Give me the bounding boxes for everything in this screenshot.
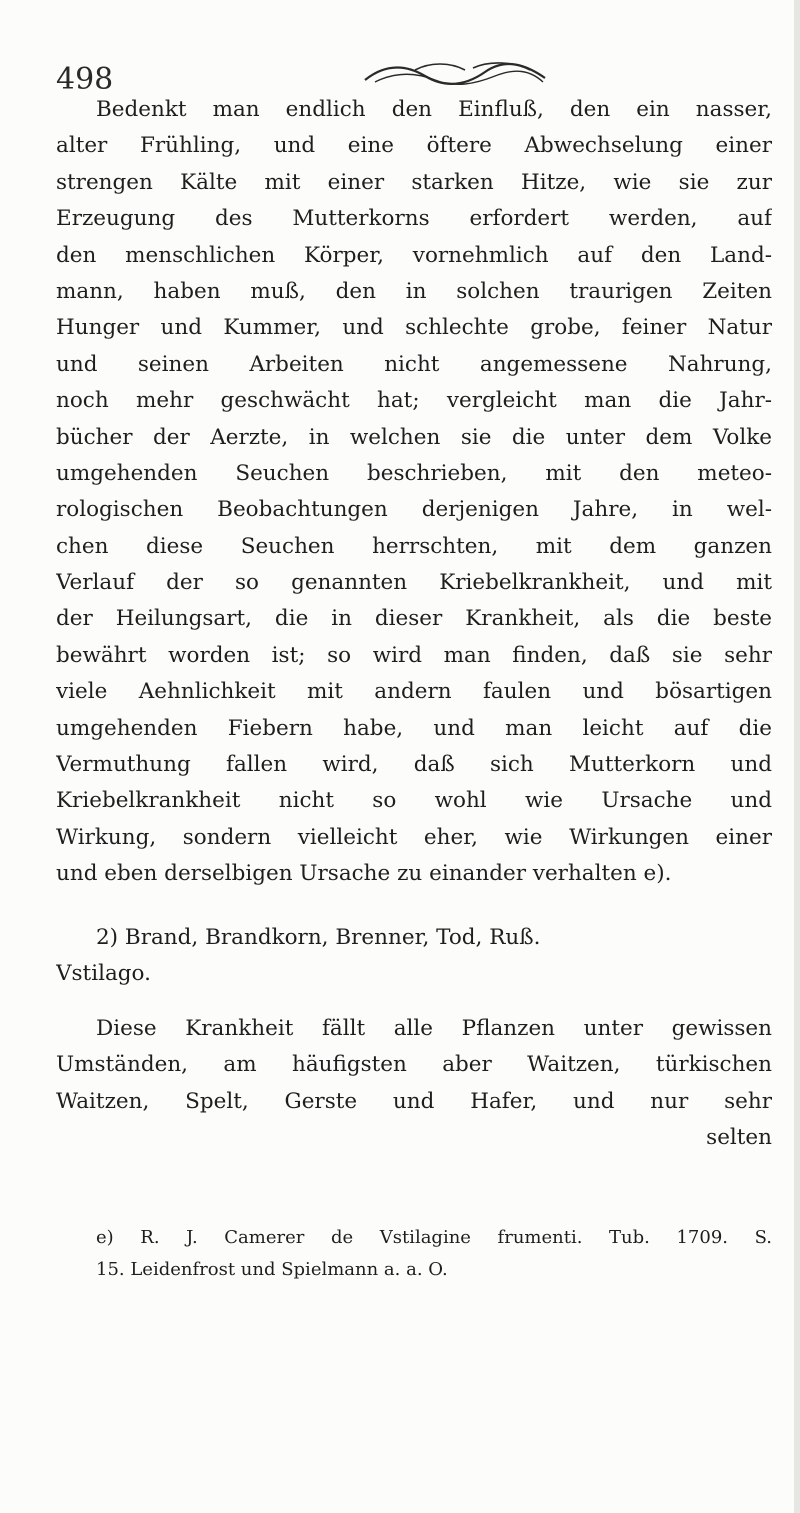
main-paragraph (56, 92, 772, 893)
footnote (56, 1222, 772, 1286)
text-line: den menschlichen Körper, vornehmlich auf den Land- (56, 242, 772, 268)
text-line: Vermuthung fallen wird, daß sich Mutterkorn und (56, 752, 772, 778)
text-line: und eben derselbigen Ursache zu einander verhalten e). (56, 861, 672, 887)
catchword: selten (706, 1124, 772, 1150)
text-line: bewährt worden ist; so wird man finden, daß sie sehr (56, 642, 772, 668)
section-latin-name: Vstilago. (56, 961, 151, 987)
text-line: alter Frühling, und eine öftere Abwechselung einer (56, 133, 772, 159)
text-line: strengen Kälte mit einer starken Hitze, wie sie zur (56, 169, 772, 195)
text-line: der Heilungsart, die in dieser Krankheit, als die beste (56, 606, 772, 632)
text-line: und seinen Arbeiten nicht angemessene Nahrung, (56, 351, 772, 377)
text-line: Umständen, am häufigsten aber Waitzen, türkischen (56, 1052, 772, 1078)
text-line: Bedenkt man endlich den Einfluß, den ein nasser, (96, 97, 772, 122)
text-line: umgehenden Seuchen beschrieben, mit den meteo- (56, 460, 772, 486)
text-line: Diese Krankheit fällt alle Pflanzen unter gewissen (96, 1015, 772, 1041)
footnote-line: e) R. J. Camerer de Vstilagine frumenti. Tub. 1709. S. (96, 1227, 772, 1248)
text-line: Waitzen, Spelt, Gerste und Hafer, und nur sehr (56, 1088, 772, 1114)
section-2 (56, 920, 772, 1156)
text-line: Verlauf der so genannten Kriebelkrankheit, und mit (56, 570, 772, 596)
header-ornament-icon (355, 60, 555, 88)
text-line: noch mehr geschwächt hat; vergleicht man die Jahr- (56, 388, 772, 414)
text-line: Wirkung, sondern vielleicht eher, wie Wirkungen einer (56, 824, 772, 850)
text-line: Erzeugung des Mutterkorns erfordert werden, auf (56, 206, 772, 232)
text-line: bücher der Aerzte, in welchen sie die unter dem Volke (56, 424, 772, 450)
text-line: rologischen Beobachtungen derjenigen Jahre, in wel- (56, 497, 772, 523)
text-line: Hunger und Kummer, und schlechte grobe, feiner Natur (56, 315, 772, 341)
page-edge (794, 0, 800, 1513)
text-line: mann, haben muß, den in solchen traurigen Zeiten (56, 278, 772, 304)
text-line: umgehenden Fiebern habe, und man leicht auf die (56, 715, 772, 741)
page-number: 498 (56, 62, 114, 97)
text-line: chen diese Seuchen herrschten, mit dem ganzen (56, 533, 772, 559)
text-line: Kriebelkrankheit nicht so wohl wie Ursache und (56, 788, 772, 814)
section-heading: 2) Brand, Brandkorn, Brenner, Tod, Ruß. (96, 925, 541, 950)
text-line: viele Aehnlichkeit mit andern faulen und bösartigen (56, 679, 772, 705)
footnote-line: 15. Leidenfrost und Spielmann a. a. O. (96, 1259, 448, 1280)
